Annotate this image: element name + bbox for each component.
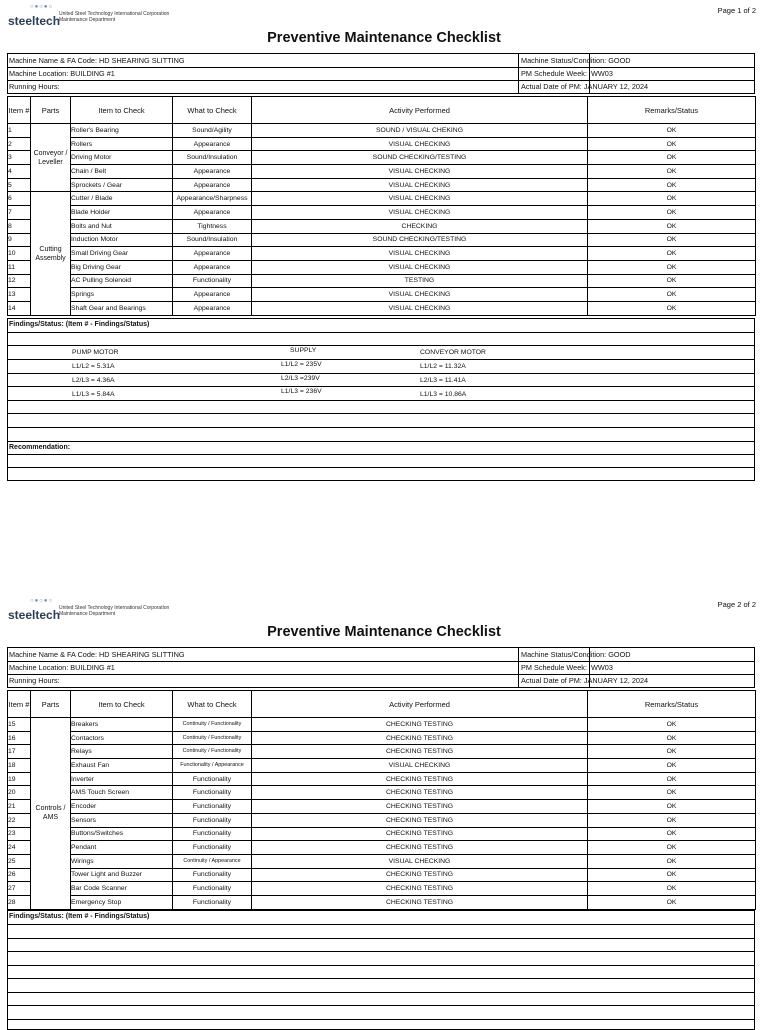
- what-to-check: Appearance: [173, 206, 252, 220]
- page-1: [0, 0, 768, 512]
- pm-schedule-week: PM Schedule Week: WW03: [521, 69, 613, 78]
- machine-location: Machine Location: BUILDING #1: [9, 663, 115, 672]
- conveyor-reading: L2/L3 = 11.41A: [420, 377, 466, 384]
- what-to-check: Appearance: [173, 137, 252, 151]
- remarks-status: OK: [588, 786, 756, 800]
- table-row: [8, 178, 756, 192]
- table-row: [8, 219, 756, 233]
- page-title: Preventive Maintenance Checklist: [267, 30, 501, 46]
- item-number: 20: [8, 786, 31, 800]
- remarks-status: OK: [588, 233, 756, 247]
- item-to-check: Roller's Bearing: [71, 124, 173, 138]
- what-to-check: Continuity / Functionality: [173, 731, 252, 745]
- remarks-status: OK: [588, 288, 756, 302]
- col-what-to-check: What to Check: [173, 691, 252, 718]
- what-to-check: Continuity / Appearance: [173, 854, 252, 868]
- company-name: United Steel Technology International Corporation Maintenance Department: [59, 11, 170, 23]
- item-to-check: AMS Touch Screen: [71, 786, 173, 800]
- remarks-status: OK: [588, 745, 756, 759]
- activity-performed: CHECKING TESTING: [252, 745, 588, 759]
- parts-group: Controls / AMS: [31, 718, 71, 910]
- parts-group: Conveyor / Leveller: [31, 124, 71, 192]
- table-row: [8, 745, 756, 759]
- remarks-status: OK: [588, 206, 756, 220]
- conveyor-reading: L1/L2 = 11.32A: [420, 363, 466, 370]
- what-to-check: Continuity / Functionality: [173, 718, 252, 732]
- table-row: [8, 813, 756, 827]
- logo-dots-icon: ○●○●○: [30, 4, 54, 10]
- what-to-check: Functionality: [173, 800, 252, 814]
- item-to-check: Relays: [71, 745, 173, 759]
- machine-location: Machine Location: BUILDING #1: [9, 69, 115, 78]
- table-row: [8, 786, 756, 800]
- what-to-check: Functionality: [173, 827, 252, 841]
- table-row: [8, 233, 756, 247]
- remarks-status: OK: [588, 137, 756, 151]
- item-to-check: Blade Holder: [71, 206, 173, 220]
- item-to-check: Bolts and Nut: [71, 219, 173, 233]
- table-row: [8, 260, 756, 274]
- item-number: 5: [8, 178, 31, 192]
- activity-performed: VISUAL CHECKING: [252, 206, 588, 220]
- item-to-check: Tower Light and Buzzer: [71, 868, 173, 882]
- item-number: 25: [8, 854, 31, 868]
- what-to-check: Appearance: [173, 301, 252, 315]
- what-to-check: Functionality: [173, 868, 252, 882]
- remarks-status: OK: [588, 854, 756, 868]
- item-to-check: Emergency Stop: [71, 895, 173, 909]
- remarks-status: OK: [588, 718, 756, 732]
- checklist-table-page1: [7, 96, 756, 316]
- conveyor-reading: L1/L3 = 10.86A: [420, 391, 467, 398]
- activity-performed: CHECKING TESTING: [252, 841, 588, 855]
- item-to-check: Springs: [71, 288, 173, 302]
- col-item-to-check: Item to Check: [71, 691, 173, 718]
- item-to-check: Sensors: [71, 813, 173, 827]
- item-number: 13: [8, 288, 31, 302]
- activity-performed: VISUAL CHECKING: [252, 759, 588, 773]
- item-to-check: Contactors: [71, 731, 173, 745]
- table-row: [8, 288, 756, 302]
- activity-performed: VISUAL CHECKING: [252, 178, 588, 192]
- table-row: [8, 854, 756, 868]
- item-to-check: Small Driving Gear: [71, 247, 173, 261]
- item-to-check: Shaft Gear and Bearings: [71, 301, 173, 315]
- table-row: [8, 206, 756, 220]
- item-number: 28: [8, 895, 31, 909]
- logo-brand: steeltech: [8, 608, 61, 622]
- table-row: [8, 868, 756, 882]
- item-number: 22: [8, 813, 31, 827]
- col-remarks: Remarks/Status: [588, 97, 756, 124]
- table-row: [8, 137, 756, 151]
- activity-performed: CHECKING TESTING: [252, 800, 588, 814]
- what-to-check: Functionality: [173, 786, 252, 800]
- item-number: 27: [8, 882, 31, 896]
- item-number: 10: [8, 247, 31, 261]
- logo-brand: steeltech: [8, 14, 61, 28]
- running-hours: Running Hours:: [9, 82, 60, 91]
- activity-performed: VISUAL CHECKING: [252, 247, 588, 261]
- activity-performed: CHECKING TESTING: [252, 718, 588, 732]
- recommendation-label: Recommendation:: [9, 444, 71, 451]
- remarks-status: OK: [588, 813, 756, 827]
- activity-performed: CHECKING TESTING: [252, 882, 588, 896]
- table-row: [8, 274, 756, 288]
- table-row: [8, 827, 756, 841]
- item-to-check: Encoder: [71, 800, 173, 814]
- remarks-status: OK: [588, 800, 756, 814]
- what-to-check: Appearance/Sharpness: [173, 192, 252, 206]
- company-logo: [6, 4, 176, 30]
- item-number: 19: [8, 772, 31, 786]
- col-activity: Activity Performed: [252, 691, 588, 718]
- activity-performed: CHECKING TESTING: [252, 772, 588, 786]
- item-to-check: Buttons/Switches: [71, 827, 173, 841]
- what-to-check: Sound/Insulation: [173, 233, 252, 247]
- table-row: [8, 895, 756, 909]
- activity-performed: CHECKING TESTING: [252, 827, 588, 841]
- activity-performed: SOUND CHECKING/TESTING: [252, 233, 588, 247]
- findings-label: Findings/Status: (Item # - Findings/Status): [9, 913, 150, 920]
- table-row: [8, 124, 756, 138]
- remarks-status: OK: [588, 772, 756, 786]
- what-to-check: Functionality: [173, 841, 252, 855]
- machine-status: Machine Status/Condition: GOOD: [521, 56, 631, 65]
- activity-performed: SOUND CHECKING/TESTING: [252, 151, 588, 165]
- item-number: 11: [8, 260, 31, 274]
- remarks-status: OK: [588, 165, 756, 179]
- table-row: [8, 192, 756, 206]
- activity-performed: VISUAL CHECKING: [252, 854, 588, 868]
- activity-performed: VISUAL CHECKING: [252, 260, 588, 274]
- pump-motor-label: PUMP MOTOR: [72, 349, 119, 356]
- remarks-status: OK: [588, 827, 756, 841]
- remarks-status: OK: [588, 882, 756, 896]
- table-row: [8, 759, 756, 773]
- table-row: [8, 718, 756, 732]
- col-activity: Activity Performed: [252, 97, 588, 124]
- table-row: [8, 151, 756, 165]
- what-to-check: Tightness: [173, 219, 252, 233]
- item-number: 3: [8, 151, 31, 165]
- what-to-check: Functionality / Appearance: [173, 759, 252, 773]
- findings-label: Findings/Status: (Item # - Findings/Status): [9, 321, 150, 328]
- company-logo: [6, 598, 176, 624]
- item-number: 26: [8, 868, 31, 882]
- what-to-check: Appearance: [173, 165, 252, 179]
- item-number: 23: [8, 827, 31, 841]
- item-to-check: Breakers: [71, 718, 173, 732]
- item-to-check: Inverter: [71, 772, 173, 786]
- machine-name: Machine Name & FA Code: HD SHEARING SLITTING: [9, 650, 185, 659]
- item-number: 18: [8, 759, 31, 773]
- machine-status: Machine Status/Condition: GOOD: [521, 650, 631, 659]
- what-to-check: Sound/Agility: [173, 124, 252, 138]
- col-item-to-check: Item to Check: [71, 97, 173, 124]
- item-number: 6: [8, 192, 31, 206]
- remarks-status: OK: [588, 868, 756, 882]
- item-to-check: Big Driving Gear: [71, 260, 173, 274]
- parts-group: Cutting Assembly: [31, 192, 71, 315]
- activity-performed: TESTING: [252, 274, 588, 288]
- table-row: [8, 247, 756, 261]
- machine-name: Machine Name & FA Code: HD SHEARING SLITTING: [9, 56, 185, 65]
- activity-performed: CHECKING TESTING: [252, 731, 588, 745]
- item-to-check: Driving Motor: [71, 151, 173, 165]
- item-number: 2: [8, 137, 31, 151]
- activity-performed: CHECKING: [252, 219, 588, 233]
- what-to-check: Continuity / Functionality: [173, 745, 252, 759]
- remarks-status: OK: [588, 895, 756, 909]
- what-to-check: Appearance: [173, 260, 252, 274]
- remarks-status: OK: [588, 260, 756, 274]
- activity-performed: CHECKING TESTING: [252, 895, 588, 909]
- supply-reading: L1/L2 = 235V: [281, 361, 322, 368]
- activity-performed: CHECKING TESTING: [252, 813, 588, 827]
- supply-label: SUPPLY: [290, 347, 317, 354]
- remarks-status: OK: [588, 274, 756, 288]
- activity-performed: VISUAL CHECKING: [252, 165, 588, 179]
- remarks-status: OK: [588, 301, 756, 315]
- activity-performed: VISUAL CHECKING: [252, 288, 588, 302]
- pump-reading: L1/L3 = 5.84A: [72, 391, 115, 398]
- machine-info: [7, 53, 755, 94]
- activity-performed: CHECKING TESTING: [252, 786, 588, 800]
- col-remarks: Remarks/Status: [588, 691, 756, 718]
- page-number: Page 1 of 2: [717, 6, 756, 15]
- table-row: [8, 301, 756, 315]
- item-to-check: Chain / Belt: [71, 165, 173, 179]
- remarks-status: OK: [588, 219, 756, 233]
- conveyor-motor-label: CONVEYOR MOTOR: [420, 349, 486, 356]
- item-to-check: Cutter / Blade: [71, 192, 173, 206]
- activity-performed: VISUAL CHECKING: [252, 137, 588, 151]
- what-to-check: Functionality: [173, 274, 252, 288]
- findings-box-page1: [7, 318, 755, 481]
- page-number: Page 2 of 2: [717, 600, 756, 609]
- col-parts: Parts: [31, 691, 71, 718]
- remarks-status: OK: [588, 247, 756, 261]
- remarks-status: OK: [588, 124, 756, 138]
- what-to-check: Appearance: [173, 288, 252, 302]
- checklist-table-page2: [7, 690, 756, 910]
- item-number: 16: [8, 731, 31, 745]
- table-row: [8, 731, 756, 745]
- actual-date: Actual Date of PM: JANUARY 12, 2024: [521, 676, 649, 685]
- item-number: 17: [8, 745, 31, 759]
- item-number: 12: [8, 274, 31, 288]
- item-to-check: Sprockets / Gear: [71, 178, 173, 192]
- item-to-check: Wirings: [71, 854, 173, 868]
- remarks-status: OK: [588, 841, 756, 855]
- activity-performed: CHECKING TESTING: [252, 868, 588, 882]
- page-2: [0, 594, 768, 1024]
- what-to-check: Appearance: [173, 247, 252, 261]
- activity-performed: SOUND / VISUAL CHEKING: [252, 124, 588, 138]
- what-to-check: Functionality: [173, 882, 252, 896]
- item-to-check: Bar Code Scanner: [71, 882, 173, 896]
- table-row: [8, 165, 756, 179]
- item-number: 4: [8, 165, 31, 179]
- supply-reading: L1/L3 = 236V: [281, 388, 322, 395]
- item-number: 1: [8, 124, 31, 138]
- table-row: [8, 800, 756, 814]
- item-number: 8: [8, 219, 31, 233]
- item-number: 21: [8, 800, 31, 814]
- supply-reading: L2/L3 =239V: [281, 375, 320, 382]
- actual-date: Actual Date of PM: JANUARY 12, 2024: [521, 82, 649, 91]
- page-title: Preventive Maintenance Checklist: [267, 624, 501, 640]
- table-row: [8, 841, 756, 855]
- item-number: 24: [8, 841, 31, 855]
- what-to-check: Appearance: [173, 178, 252, 192]
- what-to-check: Functionality: [173, 895, 252, 909]
- running-hours: Running Hours:: [9, 676, 60, 685]
- col-what-to-check: What to Check: [173, 97, 252, 124]
- what-to-check: Sound/Insulation: [173, 151, 252, 165]
- item-to-check: Exhaust Fan: [71, 759, 173, 773]
- what-to-check: Functionality: [173, 813, 252, 827]
- col-item-no: Item #: [8, 97, 31, 124]
- what-to-check: Functionality: [173, 772, 252, 786]
- table-row: [8, 882, 756, 896]
- item-number: 7: [8, 206, 31, 220]
- item-number: 9: [8, 233, 31, 247]
- col-parts: Parts: [31, 97, 71, 124]
- company-name: United Steel Technology International Corporation Maintenance Department: [59, 605, 170, 617]
- remarks-status: OK: [588, 759, 756, 773]
- remarks-status: OK: [588, 151, 756, 165]
- findings-box-page2: [7, 910, 755, 1030]
- item-to-check: AC Pulling Solenoid: [71, 274, 173, 288]
- machine-info: [7, 647, 755, 688]
- item-to-check: Induction Motor: [71, 233, 173, 247]
- table-row: [8, 772, 756, 786]
- item-number: 15: [8, 718, 31, 732]
- pump-reading: L2/L3 = 4.36A: [72, 377, 115, 384]
- logo-dots-icon: ○●○●○: [30, 598, 54, 604]
- pm-schedule-week: PM Schedule Week: WW03: [521, 663, 613, 672]
- remarks-status: OK: [588, 192, 756, 206]
- pump-reading: L1/L2 = 5.31A: [72, 363, 115, 370]
- col-item-no: Item #: [8, 691, 31, 718]
- activity-performed: VISUAL CHECKING: [252, 301, 588, 315]
- item-number: 14: [8, 301, 31, 315]
- activity-performed: VISUAL CHECKING: [252, 192, 588, 206]
- remarks-status: OK: [588, 731, 756, 745]
- remarks-status: OK: [588, 178, 756, 192]
- item-to-check: Pendant: [71, 841, 173, 855]
- item-to-check: Rollers: [71, 137, 173, 151]
